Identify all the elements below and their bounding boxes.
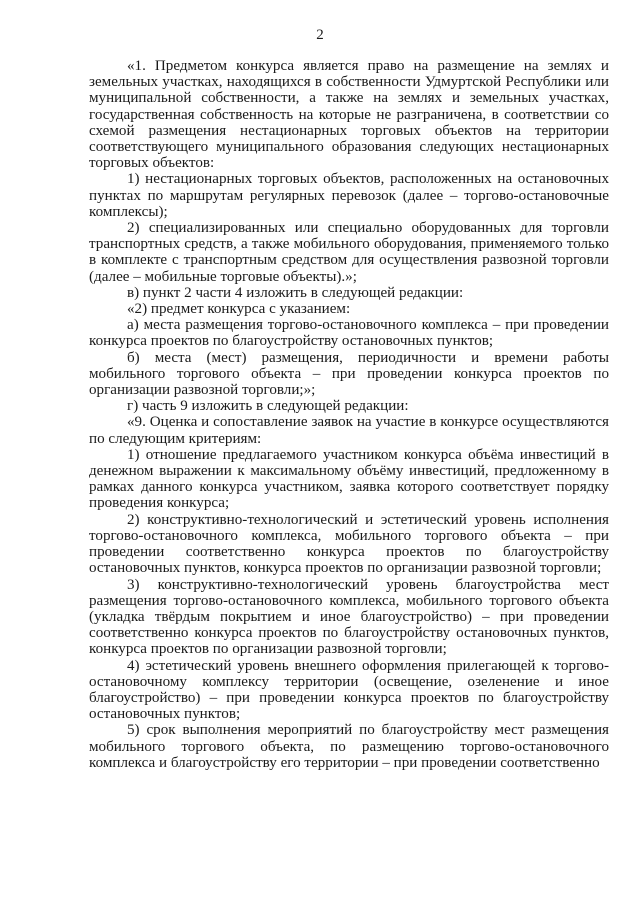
paragraph-amend-point-2-part-4: в) пункт 2 части 4 изложить в следующей редакции: (127, 284, 464, 301)
page-number: 2 (316, 27, 324, 43)
paragraph-contest-subject-indication: «2) предмет конкурса с указанием: (127, 301, 351, 318)
paragraph-criterion-1: 1) отношение предлагаемого участником конкурса объёма инвестиций в денежном выражении к максимальному объёму инвестиций, предложенному в рамках данного конкурса участником, заявка которого соответствует порядку проведения конкурса; (89, 446, 609, 512)
document-body (89, 58, 609, 771)
paragraph-criterion-3: 3) конструктивно-технологический уровень благоустройства мест размещения торгово-остановочного комплекса, мобильного торгового объекта (укладка твёрдым покрытием и иное благоустройство) – при проведении соответственно конкурса проектов по благоустройству остановочных пунктов, конкурса проектов по организации развозной торговли; (89, 576, 609, 658)
paragraph-subject-of-contest: «1. Предметом конкурса является право на размещение на землях и земельных участках, находящихся в собственности Удмуртской Республики или муниципальной собственности, а также на землях и земельных участках, государственная собственность на которые не разграничена, в соответствии со схемой размещения нестационарных торговых объектов на территории соответствующего муниципального образования следующих нестационарных торговых объектов: (89, 58, 609, 172)
paragraph-criterion-4: 4) эстетический уровень внешнего оформления прилегающей к торгово-остановочному комплексу территории (освещение, озеленение и иное благоустройство) – при проведении конкурса проектов по благоустройству остановочных пунктов; (89, 657, 609, 723)
paragraph-item-b-placement: б) места (мест) размещения, периодичности и времени работы мобильного торгового объекта – при проведении конкурса проектов по организации развозной торговли;»; (89, 349, 609, 399)
paragraph-item-a-placement: а) места размещения торгово-остановочного комплекса – при проведении конкурса проектов по благоустройству остановочных пунктов; (89, 317, 609, 350)
paragraph-amend-part-9: г) часть 9 изложить в следующей редакции: (127, 398, 409, 415)
paragraph-criterion-2: 2) конструктивно-технологический и эстетический уровень исполнения торгово-остановочного комплекса, мобильного торгового объекта – при проведении соответственно конкурса проектов по благоустройству остановочных пунктов, конкурса проектов по организации развозной торговли; (89, 511, 609, 577)
paragraph-evaluation-criteria: «9. Оценка и сопоставление заявок на участие в конкурсе осуществляются по следующим критериям: (89, 414, 609, 447)
paragraph-criterion-5: 5) срок выполнения мероприятий по благоустройству мест размещения мобильного торгового объекта, по размещению торгово-остановочного комплекса и благоустройству его территории – при проведении соответственно (89, 722, 609, 771)
paragraph-item-1-bus-stop-complexes: 1) нестационарных торговых объектов, расположенных на остановочных пунктах по маршрутам регулярных перевозок (далее – торгово-остановочные комплексы); (89, 171, 609, 220)
paragraph-item-2-mobile-objects: 2) специализированных или специально оборудованных для торговли транспортных средств, а также мобильного оборудования, применяемого только в комплекте с транспортным средством для осуществления развозной торговли (далее – мобильные торговые объекты).»; (89, 220, 609, 285)
